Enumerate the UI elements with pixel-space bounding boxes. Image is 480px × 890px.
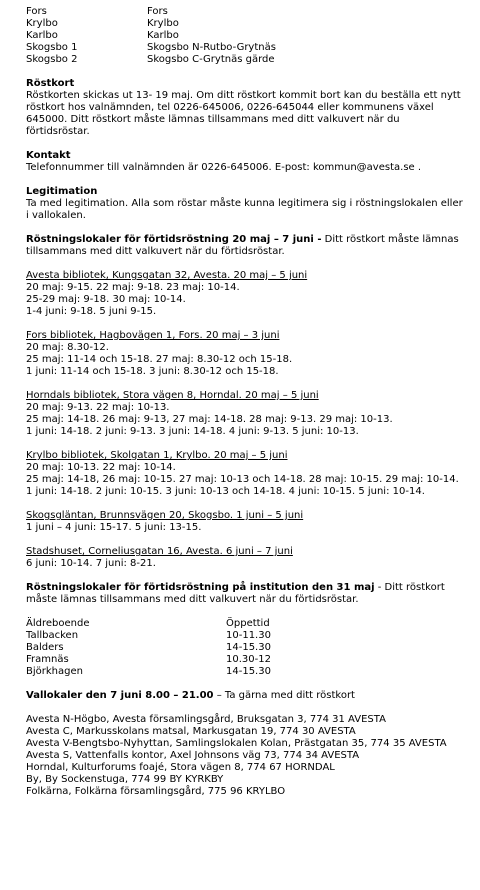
location-title: Avesta bibliotek, Kungsgatan 32, Avesta. 20 maj – 5 juni xyxy=(26,270,308,281)
rostkort-section xyxy=(26,78,466,138)
location-stadshuset xyxy=(26,546,466,570)
fortids-text: Ditt röstkort måste lämnas tillsammans med ditt valkuvert när du förtidsröstar. xyxy=(26,234,459,257)
location-title: Stadshuset, Corneliusgatan 16, Avesta. 6 juni – 7 juni xyxy=(26,546,293,557)
institution-section xyxy=(26,582,466,678)
institution-intro xyxy=(26,582,466,606)
location-hours: 1 juni: 14-18. 2 juni: 9-13. 3 juni: 14-18. 4 juni: 9-13. 5 juni: 10-13. xyxy=(26,426,359,437)
list-item: Avesta N-Högbo, Avesta församlingsgård, Bruksgatan 3, 774 31 AVESTA xyxy=(26,714,386,725)
fortids-heading: Röstningslokaler för förtidsröstning 20 maj – 7 juni - xyxy=(26,234,322,245)
table-header-row: Äldreboende Öppettid xyxy=(26,618,270,629)
legitimation-heading: Legitimation xyxy=(26,186,98,197)
location-hours: 20 maj: 9-15. 22 maj: 9-18. 23 maj: 10-14. xyxy=(26,282,240,293)
location-avesta-bibliotek xyxy=(26,270,466,318)
location-hours: 20 maj: 9-13. 22 maj: 10-13. xyxy=(26,402,170,413)
location-hours: 25-29 maj: 9-18. 30 maj: 10-14. xyxy=(26,294,186,305)
location-title: Fors bibliotek, Hagbovägen 1, Fors. 20 maj – 3 juni xyxy=(26,330,280,341)
table-row: Skogsbo 1 Skogsbo N-Rutbo-Grytnäs xyxy=(26,42,276,53)
fortids-intro xyxy=(26,234,466,258)
location-hours: 20 maj: 10-13. 22 maj: 10-14. xyxy=(26,462,176,473)
location-hours: 1-4 juni: 9-18. 5 juni 9-15. xyxy=(26,306,157,317)
location-horndals-bibliotek xyxy=(26,390,466,438)
location-hours: 1 juni: 14-18. 2 juni: 10-15. 3 juni: 10-13 och 14-18. 4 juni: 10-15. 5 juni: 10-14. xyxy=(26,486,425,497)
table-row: Skogsbo 2 Skogsbo C-Grytnäs gärde xyxy=(26,54,275,65)
kontakt-section xyxy=(26,150,466,174)
table-row: Krylbo Krylbo xyxy=(26,18,179,29)
list-item: Avesta C, Markusskolans matsal, Markusgatan 19, 774 30 AVESTA xyxy=(26,726,356,737)
institution-table xyxy=(26,618,271,678)
list-item: Folkärna, Folkärna församlingsgård, 775 96 KRYLBO xyxy=(26,786,286,797)
rostkort-text: Röstkorten skickas ut 13- 19 maj. Om ditt röstkort kommit bort kan du beställa ett nytt röstkort hos valnämnden, tel 0226-645006, 0226-645044 eller kommunens växel 645000. Ditt röstkort måste lämnas tillsammans med ditt valkuvert när du förtidsröstar. xyxy=(26,90,461,137)
legitimation-section xyxy=(26,186,466,222)
location-krylbo-bibliotek xyxy=(26,450,466,498)
location-hours: 25 maj: 11-14 och 15-18. 27 maj: 8.30-12 och 15-18. xyxy=(26,354,293,365)
location-hours: 6 juni: 10-14. 7 juni: 8-21. xyxy=(26,558,156,569)
location-skogsglantan xyxy=(26,510,466,534)
table-row: Tallbacken 10-11.30 xyxy=(26,630,271,641)
location-fors-bibliotek xyxy=(26,330,466,378)
vallokaler-heading: Vallokaler den 7 juni 8.00 – 21.00 xyxy=(26,690,214,701)
location-hours: 20 maj: 8.30-12. xyxy=(26,342,109,353)
location-hours: 1 juni – 4 juni: 15-17. 5 juni: 13-15. xyxy=(26,522,202,533)
vallokaler-list xyxy=(26,714,466,798)
table-row: Karlbo Karlbo xyxy=(26,30,179,41)
table-row: Björkhagen 14-15.30 xyxy=(26,666,271,677)
kontakt-heading: Kontakt xyxy=(26,150,71,161)
table-row: Fors Fors xyxy=(26,6,168,17)
location-hours: 1 juni: 11-14 och 15-18. 3 juni: 8.30-12 och 15-18. xyxy=(26,366,279,377)
list-item: By, By Sockenstuga, 774 99 BY KYRKBY xyxy=(26,774,224,785)
location-title: Horndals bibliotek, Stora vägen 8, Horndal. 20 maj – 5 juni xyxy=(26,390,319,401)
vallokaler-text: – Ta gärna med ditt röstkort xyxy=(213,690,355,701)
fortids-section xyxy=(26,234,466,570)
district-table xyxy=(26,6,276,66)
vallokaler-section xyxy=(26,690,466,798)
rostkort-heading: Röstkort xyxy=(26,78,75,89)
institution-heading: Röstningslokaler för förtidsröstning på institution den 31 maj xyxy=(26,582,375,593)
list-item: Horndal, Kulturforums foajé, Stora vägen 8, 774 67 HORNDAL xyxy=(26,762,335,773)
vallokaler-intro xyxy=(26,690,466,702)
legitimation-text: Ta med legitimation. Alla som röstar måste kunna legitimera sig i röstningslokalen eller i vallokalen. xyxy=(26,198,463,221)
document-page xyxy=(26,6,466,798)
kontakt-text: Telefonnummer till valnämnden är 0226-645006. E-post: kommun@avesta.se . xyxy=(26,162,422,173)
location-hours: 25 maj: 14-18, 26 maj: 10-15. 27 maj: 10-13 och 14-18. 28 maj: 10-15. 29 maj: 10-14. xyxy=(26,474,459,485)
table-row: Balders 14-15.30 xyxy=(26,642,271,653)
table-row: Framnäs 10.30-12 xyxy=(26,654,271,665)
list-item: Avesta V-Bengtsbo-Nyhyttan, Samlingslokalen Kolan, Prästgatan 35, 774 35 AVESTA xyxy=(26,738,447,749)
list-item: Avesta S, Vattenfalls kontor, Axel Johnsons väg 73, 774 34 AVESTA xyxy=(26,750,360,761)
location-hours: 25 maj: 14-18. 26 maj: 9-13, 27 maj: 14-18. 28 maj: 9-13. 29 maj: 10-13. xyxy=(26,414,393,425)
location-title: Skogsgläntan, Brunnsvägen 20, Skogsbo. 1 juni – 5 juni xyxy=(26,510,304,521)
location-title: Krylbo bibliotek, Skolgatan 1, Krylbo. 20 maj – 5 juni xyxy=(26,450,288,461)
institution-text: - Ditt röstkort måste lämnas tillsammans med ditt valkuvert när du förtidsröstar. xyxy=(26,582,445,605)
